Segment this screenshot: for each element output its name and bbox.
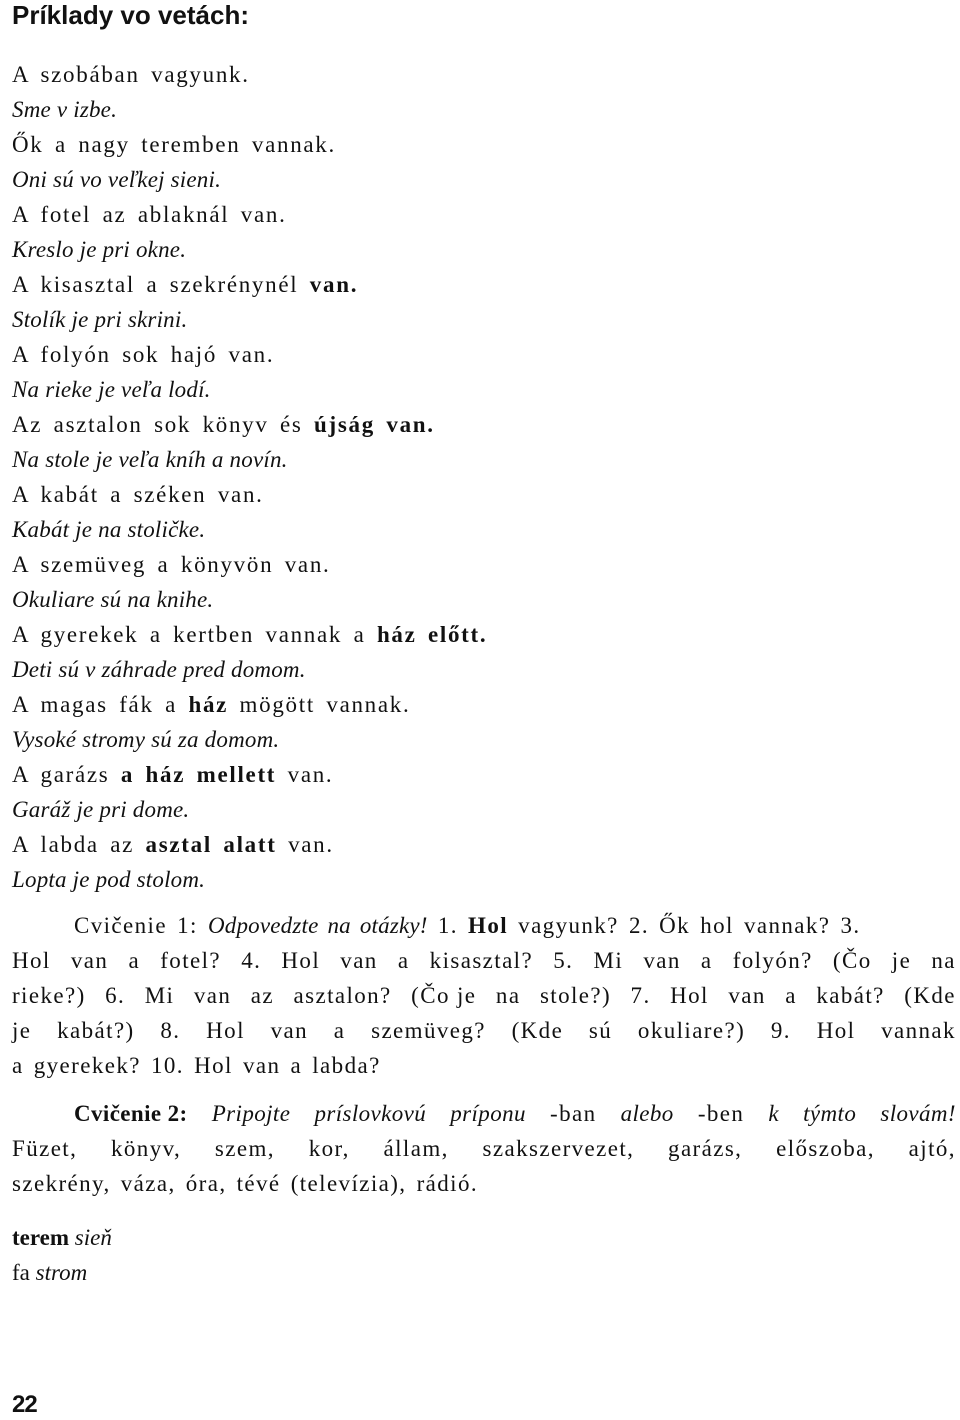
example-sentence-sk: Vysoké stromy sú za domom. — [12, 727, 280, 752]
word: slovám! — [880, 1101, 956, 1126]
word: Mi — [144, 983, 175, 1008]
example-sentence-hu — [12, 411, 435, 439]
word: könyv, — [111, 1136, 182, 1161]
example-sentence-hu — [12, 621, 487, 649]
example-sentence-sk: Na rieke je veľa lodí. — [12, 377, 211, 402]
page-number: 22 — [12, 1391, 37, 1418]
word: kabát?) — [57, 1018, 135, 1043]
word: van — [70, 948, 109, 973]
word: ajtó, — [908, 1136, 956, 1161]
word: stole?) — [539, 983, 612, 1008]
sentence-part: A garázs — [12, 762, 110, 787]
word: 5. — [553, 948, 574, 973]
sentence-bold-part: újság van. — [314, 412, 435, 437]
sentence-part: mögött vannak. — [239, 692, 411, 717]
exercise-1-justified-line — [12, 982, 956, 1010]
page-heading: Príklady vo vetách: — [12, 0, 249, 30]
word: fotel? — [160, 948, 222, 973]
word: van — [643, 948, 681, 973]
word: kor, — [308, 1136, 350, 1161]
vocab-translation: strom — [35, 1260, 88, 1285]
example-sentence-hu: A fotel az ablaknál van. — [12, 202, 287, 227]
word: asztalon? — [293, 983, 392, 1008]
exercise-2-line — [74, 1100, 956, 1128]
example-sentence-sk: Kreslo je pri okne. — [12, 237, 187, 262]
word: a — [700, 948, 713, 973]
sentence-bold-part: ház — [188, 692, 229, 717]
word: a — [785, 983, 797, 1008]
word: na — [931, 948, 956, 973]
example-sentence-hu: A szobában vagyunk. — [12, 62, 250, 87]
word: sú — [588, 1018, 613, 1043]
word: állam, — [383, 1136, 449, 1161]
word: van — [193, 983, 232, 1008]
sentence-part: A kisasztal a szekrénynél — [12, 272, 299, 297]
word: szakszervezet, — [482, 1136, 635, 1161]
example-sentence-sk: Sme v izbe. — [12, 97, 118, 122]
word: Hol — [206, 1018, 245, 1043]
word: (Čo — [832, 948, 872, 973]
word: -ban — [550, 1101, 597, 1126]
sentence-part: van. — [287, 762, 334, 787]
word: a — [128, 948, 141, 973]
exercise-2-word-list-end: szekrény, váza, óra, tévé (televízia), rádió. — [12, 1171, 479, 1196]
word: 6. — [105, 983, 126, 1008]
word: a — [397, 948, 410, 973]
exercise-1-instruction: Odpovedzte na otázky! — [207, 913, 428, 938]
word: szemüveg? — [371, 1018, 486, 1043]
exercise-2-label: Cvičenie 2: — [74, 1101, 188, 1126]
word: van — [340, 948, 378, 973]
word: je — [12, 1018, 32, 1043]
word: előszoba, — [776, 1136, 875, 1161]
sentence-part: A gyerekek a kertben vannak a — [12, 622, 366, 647]
word: kabát? — [816, 983, 885, 1008]
vocab-word: terem — [12, 1225, 70, 1250]
word: na — [495, 983, 521, 1008]
sentence-bold-part: a ház mellett — [120, 762, 277, 787]
word: Pripojte — [211, 1101, 291, 1126]
word: rieke?) — [12, 983, 86, 1008]
word: (Kde — [511, 1018, 564, 1043]
word: 4. — [241, 948, 262, 973]
sentence-bold-part: ház előtt. — [376, 622, 488, 647]
exercise-1-justified-line — [12, 1017, 956, 1045]
sentence-part: A labda az — [12, 832, 135, 857]
exercise-1-justified-line — [12, 947, 956, 975]
example-sentence-sk: Garáž je pri dome. — [12, 797, 190, 822]
vocab-translation: sieň — [74, 1225, 112, 1250]
word: garázs, — [668, 1136, 743, 1161]
example-sentence-hu — [12, 271, 358, 299]
exercise-1-bold-word: Hol — [468, 913, 509, 938]
word: Hol — [670, 983, 709, 1008]
word: szem, — [214, 1136, 275, 1161]
example-sentence-hu: Ők a nagy teremben vannak. — [12, 132, 336, 157]
word: je — [891, 948, 912, 973]
word: Füzet, — [12, 1136, 78, 1161]
word: týmto — [803, 1101, 857, 1126]
word: vannak — [881, 1018, 956, 1043]
example-sentence-sk: Okuliare sú na knihe. — [12, 587, 214, 612]
example-sentence-hu — [12, 831, 334, 859]
word: (Kde — [904, 983, 956, 1008]
word: Hol — [12, 948, 51, 973]
sentence-part: A magas fák a — [12, 692, 178, 717]
vocab-entry — [12, 1259, 87, 1287]
sentence-part: van. — [288, 832, 334, 857]
example-sentence-sk: Kabát je na stoličke. — [12, 517, 206, 542]
example-sentence-sk: Deti sú v záhrade pred domom. — [12, 657, 306, 682]
example-sentence-sk: Stolík je pri skrini. — [12, 307, 188, 332]
vocab-entry — [12, 1224, 112, 1252]
exercise-1-line — [74, 912, 861, 940]
word: 7. — [630, 983, 651, 1008]
word: 8. — [160, 1018, 181, 1043]
word: (Čo je — [411, 983, 477, 1008]
word: Hol — [816, 1018, 856, 1043]
word: a — [333, 1018, 346, 1043]
exercise-1-text: vagyunk? 2. Ők hol vannak? 3. — [518, 913, 861, 938]
example-sentence-sk: Lopta je pod stolom. — [12, 867, 206, 892]
exercise-2-word-list — [12, 1135, 956, 1163]
example-sentence-hu: A szemüveg a könyvön van. — [12, 552, 331, 577]
example-sentence-hu: A folyón sok hajó van. — [12, 342, 275, 367]
word: -ben — [697, 1101, 745, 1126]
vocab-word: fa — [12, 1260, 30, 1285]
word: Hol — [281, 948, 321, 973]
example-sentence-hu — [12, 691, 410, 719]
example-sentence-sk: Oni sú vo veľkej sieni. — [12, 167, 222, 192]
example-sentence-hu: A kabát a széken van. — [12, 482, 264, 507]
example-sentence-sk: Na stole je veľa kníh a novín. — [12, 447, 288, 472]
example-sentence-hu — [12, 761, 333, 789]
word: 9. — [770, 1018, 791, 1043]
word: az — [250, 983, 274, 1008]
word: van — [728, 983, 766, 1008]
word: okuliare?) — [637, 1018, 746, 1043]
sentence-part: Az asztalon sok könyv és — [12, 412, 303, 437]
sentence-bold-part: van. — [309, 272, 359, 297]
word: folyón? — [732, 948, 813, 973]
exercise-1-label: Cvičenie 1: — [74, 913, 198, 938]
word: alebo — [620, 1101, 674, 1126]
word: Mi — [593, 948, 624, 973]
sentence-bold-part: asztal alatt — [145, 832, 277, 857]
word: kisasztal? — [429, 948, 534, 973]
exercise-1-number: 1. — [437, 913, 458, 938]
word: príponu — [450, 1101, 526, 1126]
word: van — [270, 1018, 309, 1043]
exercise-1-last-line: a gyerekek? 10. Hol van a labda? — [12, 1053, 381, 1078]
word: príslovkovú — [314, 1101, 427, 1126]
word: k — [768, 1101, 780, 1126]
